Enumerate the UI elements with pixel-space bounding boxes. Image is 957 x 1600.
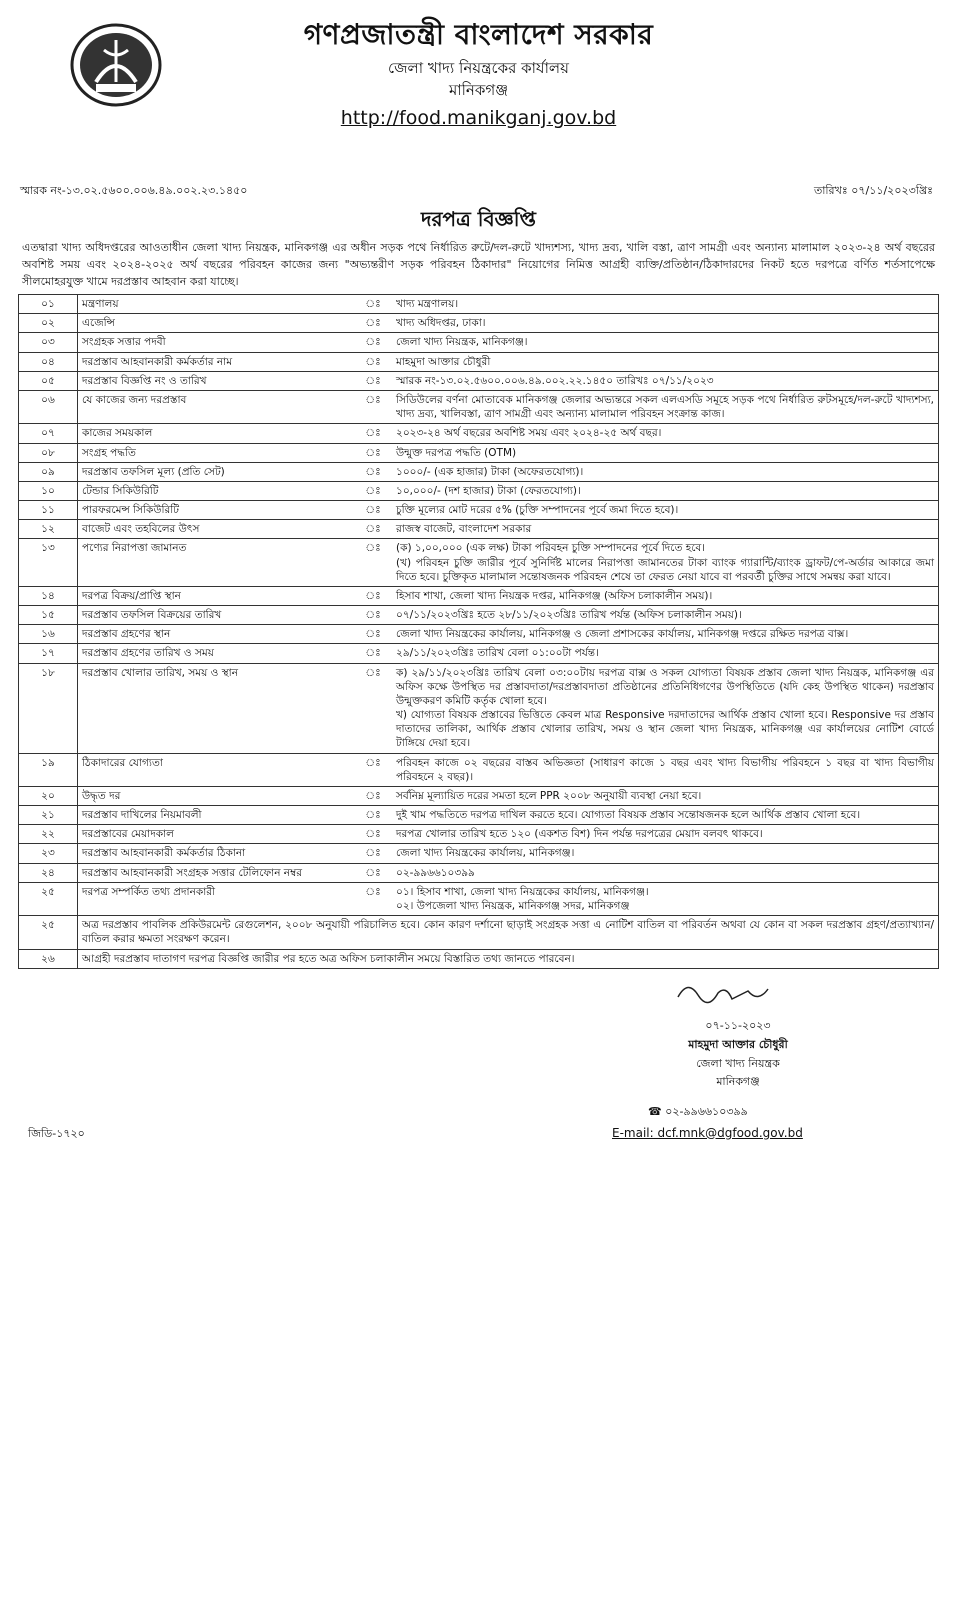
row-number: ২২: [19, 825, 78, 844]
row-value-line: ২০২৩-২৪ অর্থ বছরের অবশিষ্ট সময় এবং ২০২৪-২৫ অর্থ বছর।: [396, 427, 662, 440]
row-value: [392, 333, 939, 352]
website-link[interactable]: http://food.manikganj.gov.bd: [340, 107, 617, 130]
row-item: দরপ্রস্তাব তফসিল মূল্য (প্রতি সেট): [78, 462, 355, 481]
row-value: [392, 882, 939, 915]
row-item: সংগ্রহ পদ্ধতি: [78, 443, 355, 462]
row-value-line: চুক্তি মূল্যের মোট দরের ৫% (চুক্তি সম্পাদনের পূর্বে জমা দিতে হবে)।: [396, 504, 679, 517]
row-value-line: ২৯/১১/২০২৩খ্রিঃ তারিখ বেলা ০১:০০টা পর্যন্ত।: [396, 647, 599, 660]
row-colon: ঃ: [354, 882, 392, 915]
row-value-line: ০৭/১১/২০২৩খ্রিঃ হতে ২৮/১১/২০২৩খ্রিঃ তারিখ পর্যন্ত (অফিস চলাকালীন সময়)।: [396, 609, 742, 622]
row-value-line: জেলা খাদ্য নিয়ন্ত্রক, মানিকগঞ্জ।: [396, 336, 528, 349]
row-value: [392, 443, 939, 462]
row-number: ১৮: [19, 663, 78, 753]
row-item: দরপ্রস্তাব আহবানকারী সংগ্রহক সত্তার টেলিফোন নম্বর: [78, 863, 355, 882]
row-number: ০২: [19, 314, 78, 333]
row-item: দরপ্রস্তাব আহবানকারী কর্মকর্তার নাম: [78, 352, 355, 371]
signatory-title: জেলা খাদ্য নিয়ন্ত্রক: [696, 1056, 780, 1070]
row-value-line: পরিবহন কাজে ০২ বছরের বাস্তব অভিজ্ঞতা (সাধারণ কাজে ১ বছর এবং খাদ্য বিভাগীয় পরিবহনে ১ বছর বা খাদ্য বিভাগীয় পরিবহনে ২ বছর)।: [396, 756, 934, 783]
row-number: ০৮: [19, 443, 78, 462]
row-value-line: (খ) পরিবহন চুক্তি জারীর পূর্বে সুনির্দিষ্ট মালের নিরাপত্তা জামানতের টাকা ব্যাংক গ্যারান্টি/ব্যাংক ড্রাফট/পে-অর্ডার আকারে জমা দিতে হবে। চুক্তিকৃত মালামাল সন্তোষজনক পরিবহন শেষে তা ফেরত নেয়া যাবে বা পরবর্তী চুক্তির সাথে সমন্বয় করা যাবে।: [396, 556, 934, 583]
row-value: [392, 539, 939, 587]
office-name: জেলা খাদ্য নিয়ন্ত্রকের কার্যালয়: [388, 58, 569, 77]
row-item: দরপ্রস্তাব তফসিল বিক্রয়ের তারিখ: [78, 606, 355, 625]
row-number: ০১: [19, 295, 78, 314]
row-value: [392, 786, 939, 805]
table-row: [19, 882, 939, 915]
table-row: [19, 520, 939, 539]
district-name: মানিকগঞ্জ: [448, 81, 509, 100]
row-value: [392, 295, 939, 314]
row-item: এজেন্সি: [78, 314, 355, 333]
table-row: [19, 753, 939, 786]
row-value: [392, 625, 939, 644]
row-number: ১৩: [19, 539, 78, 587]
table-row: [19, 786, 939, 805]
row-item: পণ্যের নিরাপত্তা জামানত: [78, 539, 355, 587]
row-value: [392, 371, 939, 390]
table-row: [19, 424, 939, 443]
row-colon: ঃ: [354, 481, 392, 500]
row-value-line: হিসাব শাখা, জেলা খাদ্য নিয়ন্ত্রক দপ্তর, মানিকগঞ্জ (অফিস চলাকালীন সময়)।: [396, 589, 713, 602]
row-item: বাজেট এবং তহবিলের উৎস: [78, 520, 355, 539]
table-row: [19, 481, 939, 500]
row-colon: ঃ: [354, 625, 392, 644]
row-colon: ঃ: [354, 391, 392, 424]
table-row: [19, 625, 939, 644]
row-item: উদ্ধৃত দর: [78, 786, 355, 805]
row-colon: ঃ: [354, 520, 392, 539]
row-text: আগ্রহী দরপ্রস্তাব দাতাগণ দরপত্র বিজ্ঞপ্তি জারীর পর হতে অত্র অফিস চলাকালীন সময়ে বিস্তারিত তথ্য জানতে পারবেন।: [78, 949, 939, 968]
row-colon: ঃ: [354, 501, 392, 520]
reference-number: জিডি-১৭২০: [28, 1126, 85, 1140]
row-colon: ঃ: [354, 825, 392, 844]
row-value-line: দরপত্র খোলার তারিখ হতে ১২০ (একশত বিশ) দিন পর্যন্ত দরপত্রের মেয়াদ বলবৎ থাকবে।: [396, 828, 763, 841]
row-item: টেন্ডার সিকিউরিটি: [78, 481, 355, 500]
row-value: [392, 501, 939, 520]
row-value-line: ০১। হিসাব শাখা, জেলা খাদ্য নিয়ন্ত্রকের কার্যালয়, মানিকগঞ্জ।: [396, 885, 649, 898]
table-row: [19, 371, 939, 390]
signature-date: ০৭-১১-২০২৩: [705, 1019, 771, 1033]
row-number: ১৬: [19, 625, 78, 644]
row-item: ঠিকাদারের যোগ্যতা: [78, 753, 355, 786]
row-number: ২৪: [19, 863, 78, 882]
row-value-line: ক) ২৯/১১/২০২৩খ্রিঃ তারিখ বেলা ০৩:০০টায় দরপত্র বাক্স ও সকল যোগ্যতা বিষয়ক প্রস্তাব জেলা খাদ্য নিয়ন্ত্রক, মানিকগঞ্জ এর অফিস কক্ষে উপস্থিত দর প্রস্তাবদাতা/দরপ্রস্তাবদাতা প্রতিষ্ঠানের প্রতিনিধিগণের উপস্থিতিতে (যদি কেহ উপস্থিত থাকেন) দরপ্রস্তাব উন্মুক্তকরণ কমিটি কর্তৃক খোলা হবে।: [396, 666, 934, 707]
row-colon: ঃ: [354, 539, 392, 587]
row-item: দরপত্র বিক্রয়/প্রাপ্তি স্থান: [78, 586, 355, 605]
row-value: [392, 314, 939, 333]
row-item: মন্ত্রণালয়: [78, 295, 355, 314]
row-value-line: মাহমুদা আক্তার চৌধুরী: [396, 355, 491, 368]
row-item: দরপ্রস্তাবের মেয়াদকাল: [78, 825, 355, 844]
memo-number: স্মারক নং-১৩.০২.৫৬০০.০০৬.৪৯.০০২.২৩.১৪৫০: [20, 184, 248, 197]
table-row: [19, 443, 939, 462]
table-row: [19, 606, 939, 625]
row-colon: ঃ: [354, 333, 392, 352]
row-number: ১২: [19, 520, 78, 539]
row-value-line: রাজস্ব বাজেট, বাংলাদেশ সরকার: [396, 523, 532, 536]
row-number: ২৬: [19, 949, 78, 968]
row-number: ১৯: [19, 753, 78, 786]
row-colon: ঃ: [354, 295, 392, 314]
table-row: [19, 501, 939, 520]
row-value-line: খ) যোগ্যতা বিষয়ক প্রস্তাবের ভিত্তিতে কেবল মাত্র Responsive দরদাতাদের আর্থিক প্রস্তাব খোলা হবে। Responsive দর প্রস্তাব দাতাদের তালিকা, আর্থিক প্রস্তাব খোলার তারিখ, সময় ও স্থান জেলা খাদ্য নিয়ন্ত্রক, মানিকগঞ্জ এর কার্যালয়ের নোটিশ বোর্ডে টাঙ্গিয়ে দেয়া হবে।: [396, 709, 934, 750]
row-item: সংগ্রহক সত্তার পদবী: [78, 333, 355, 352]
row-value: [392, 863, 939, 882]
table-row: [19, 806, 939, 825]
row-colon: ঃ: [354, 462, 392, 481]
row-colon: ঃ: [354, 424, 392, 443]
row-item: যে কাজের জন্য দরপ্রস্তাব: [78, 391, 355, 424]
row-number: ১৫: [19, 606, 78, 625]
row-value: [392, 825, 939, 844]
row-value-line: দুই খাম পদ্ধতিতে দরপত্র দাখিল করতে হবে। যোগ্যতা বিষয়ক প্রস্তাব সন্তোষজনক হলে আর্থিক প্রস্তাব খোলা হবে।: [396, 809, 861, 822]
signature-image: [668, 977, 808, 1011]
row-number: ২৩: [19, 844, 78, 863]
header: [18, 16, 939, 176]
row-colon: ঃ: [354, 663, 392, 753]
government-title: গণপ্রজাতন্ত্রী বাংলাদেশ সরকার: [303, 18, 654, 51]
row-item: দরপ্রস্তাব বিজ্ঞপ্তি নং ও তারিখ: [78, 371, 355, 390]
row-item: দরপত্র সম্পর্কিত তথ্য প্রদানকারী: [78, 882, 355, 915]
row-text: অত্র দরপ্রস্তাব পাবলিক প্রকিউরমেন্ট রেগুলেশন, ২০০৮ অনুযায়ী পরিচালিত হবে। কোন কারণ দর্শানো ছাড়াই সংগ্রহক সত্তা এ নোটিশ বাতিল বা পরিবর্তন অথবা যে কোন বা সকল দরপ্রস্তাব গ্রহণ/প্রত্যাখ্যান/বাতিল করার ক্ষমতা সংরক্ষণ করেন।: [78, 916, 939, 949]
row-item: পারফরমেন্স সিকিউরিটি: [78, 501, 355, 520]
row-value: [392, 520, 939, 539]
row-item: দরপ্রস্তাব খোলার তারিখ, সময় ও স্থান: [78, 663, 355, 753]
row-number: ০৪: [19, 352, 78, 371]
table-row: [19, 295, 939, 314]
row-item: দরপ্রস্তাব গ্রহণের তারিখ ও সময়: [78, 644, 355, 663]
row-item: দরপ্রস্তাব গ্রহণের স্থান: [78, 625, 355, 644]
row-colon: ঃ: [354, 644, 392, 663]
row-value-line: উন্মুক্ত দরপত্র পদ্ধতি (OTM): [396, 446, 517, 459]
signature-section: [18, 977, 939, 1147]
row-number: ১৪: [19, 586, 78, 605]
table-row: [19, 391, 939, 424]
row-value-line: খাদ্য মন্ত্রণালয়।: [396, 298, 459, 311]
row-value-line: খাদ্য অধিদপ্তর, ঢাকা।: [396, 317, 486, 330]
row-value: [392, 644, 939, 663]
row-colon: ঃ: [354, 314, 392, 333]
row-value: [392, 424, 939, 443]
row-value-line: ০২-৯৯৬৬১০৩৯৯: [396, 866, 475, 879]
row-value-line: স্মারক নং-১৩.০২.৫৬০০.০০৬.৪৯.০০২.২২.১৪৫০ তারিখঃ ০৭/১১/২০২৩: [396, 374, 714, 387]
table-row: [19, 663, 939, 753]
row-colon: ঃ: [354, 606, 392, 625]
row-colon: ঃ: [354, 786, 392, 805]
row-value: [392, 352, 939, 371]
government-emblem-icon: [68, 20, 164, 110]
notice-title: দরপত্র বিজ্ঞপ্তি: [421, 207, 536, 231]
row-value: [392, 391, 939, 424]
row-number: ২৫: [19, 916, 78, 949]
terms-table: [18, 294, 939, 969]
email-link[interactable]: E-mail: dcf.mnk@dgfood.gov.bd: [612, 1125, 803, 1140]
row-colon: ঃ: [354, 806, 392, 825]
table-row-full: [19, 949, 939, 968]
table-row: [19, 644, 939, 663]
row-value: [392, 606, 939, 625]
row-number: ২০: [19, 786, 78, 805]
row-value-line: জেলা খাদ্য নিয়ন্ত্রকের কার্যালয়, মানিকগঞ্জ ও জেলা প্রশাসকের কার্যালয়, মানিকগঞ্জ দপ্তরে রক্ষিত দরপত্র বাক্স।: [396, 628, 849, 641]
row-colon: ঃ: [354, 443, 392, 462]
phone-number: ☎ ০২-৯৯৬৬১০৩৯৯: [648, 1104, 748, 1118]
table-row: [19, 539, 939, 587]
row-value-line: জেলা খাদ্য নিয়ন্ত্রকের কার্যালয়, মানিকগঞ্জ।: [396, 847, 575, 860]
row-value: [392, 753, 939, 786]
row-value-line: সর্বনিম্ন মূল্যায়িত দরের সমতা হলে PPR ২০০৮ অনুযায়ী ব্যবস্থা নেয়া হবে।: [396, 789, 702, 802]
row-value: [392, 481, 939, 500]
signature-block: [608, 977, 868, 1092]
row-colon: ঃ: [354, 371, 392, 390]
row-colon: ঃ: [354, 586, 392, 605]
row-colon: ঃ: [354, 863, 392, 882]
row-number: ১১: [19, 501, 78, 520]
terms-table-body: [19, 295, 939, 969]
row-number: ২৫: [19, 882, 78, 915]
row-number: ০৬: [19, 391, 78, 424]
row-number: ২১: [19, 806, 78, 825]
row-item: দরপ্রস্তাব দাখিলের নিয়মাবলী: [78, 806, 355, 825]
row-number: ০৭: [19, 424, 78, 443]
table-row: [19, 844, 939, 863]
table-row: [19, 333, 939, 352]
row-value-line: (ক) ১,০০,০০০ (এক লক্ষ) টাকা পরিবহন চুক্তি সম্পাদনের পূর্বে দিতে হবে।: [396, 542, 706, 555]
row-value: [392, 462, 939, 481]
signatory-place: মানিকগঞ্জ: [716, 1075, 760, 1089]
row-number: ১৭: [19, 644, 78, 663]
row-value: [392, 586, 939, 605]
table-row: [19, 314, 939, 333]
row-colon: ঃ: [354, 753, 392, 786]
row-value-line: ১০০০/- (এক হাজার) টাকা (অফেরতযোগ্য)।: [396, 465, 584, 478]
table-row: [19, 462, 939, 481]
row-number: ০৯: [19, 462, 78, 481]
intro-paragraph: এতদ্বারা খাদ্য অধিদপ্তরের আওতাধীন জেলা খাদ্য নিয়ন্ত্রক, মানিকগঞ্জ এর অধীন সড়ক পথে নির্ধারিত রুটে/দল-রুটে খাদ্যশস্য, খাদ্য দ্রব্য, খালি বস্তা, ত্রাণ সামগ্রী এবং অন্যান্য মালামাল ২০২৩-২৪ অর্থ বছরের অবশিষ্ট সময় এবং ২০২৪-২০২৫ অর্থ বছরের পরিবহন কাজের জন্য "অভ্যন্তরীণ সড়ক পরিবহন ঠিকাদার" নিয়োগের নিমিত্ত আগ্রহী ব্যক্তি/প্রতিষ্ঠান/ঠিকাদারদের নিকট হতে দরপত্রে বর্ণিত শর্তসাপেক্ষে সীলমোহরযুক্ত খামে দরপ্রস্তাব আহবান করা যাচ্ছে।: [22, 241, 935, 289]
memo-line: [18, 180, 939, 202]
row-number: ০৩: [19, 333, 78, 352]
row-value: [392, 844, 939, 863]
row-number: ১০: [19, 481, 78, 500]
row-value-line: ০২। উপজেলা খাদ্য নিয়ন্ত্রক, মানিকগঞ্জ সদর, মানিকগঞ্জ: [396, 899, 630, 912]
table-row: [19, 863, 939, 882]
row-item: কাজের সময়কাল: [78, 424, 355, 443]
row-value-line: ১০,০০০/- (দশ হাজার) টাকা (ফেরতযোগ্য)।: [396, 484, 581, 497]
row-item: দরপ্রস্তাব আহবানকারী কর্মকর্তার ঠিকানা: [78, 844, 355, 863]
signatory-name: মাহমুদা আক্তার চৌধুরী: [688, 1038, 788, 1052]
row-colon: ঃ: [354, 352, 392, 371]
row-colon: ঃ: [354, 844, 392, 863]
table-row-full: [19, 916, 939, 949]
row-number: ০৫: [19, 371, 78, 390]
row-value: [392, 663, 939, 753]
table-row: [19, 352, 939, 371]
row-value-line: সিডিউলের বর্ণনা মোতাবেক মানিকগঞ্জ জেলার অভ্যন্তরে সকল এলএসডি সমূহে সড়ক পথে নির্ধারিত রুটসমূহে/দল-রুটে খাদ্যশস্য, খাদ্য দ্রব্য, খালিবস্তা, ত্রাণ সামগ্রী এবং অন্যান্য মালামাল পরিবহন সংক্রান্ত কাজ।: [396, 394, 934, 421]
table-row: [19, 586, 939, 605]
row-value: [392, 806, 939, 825]
memo-date: তারিখঃ ০৭/১১/২০২৩খ্রিঃ: [813, 184, 933, 197]
table-row: [19, 825, 939, 844]
